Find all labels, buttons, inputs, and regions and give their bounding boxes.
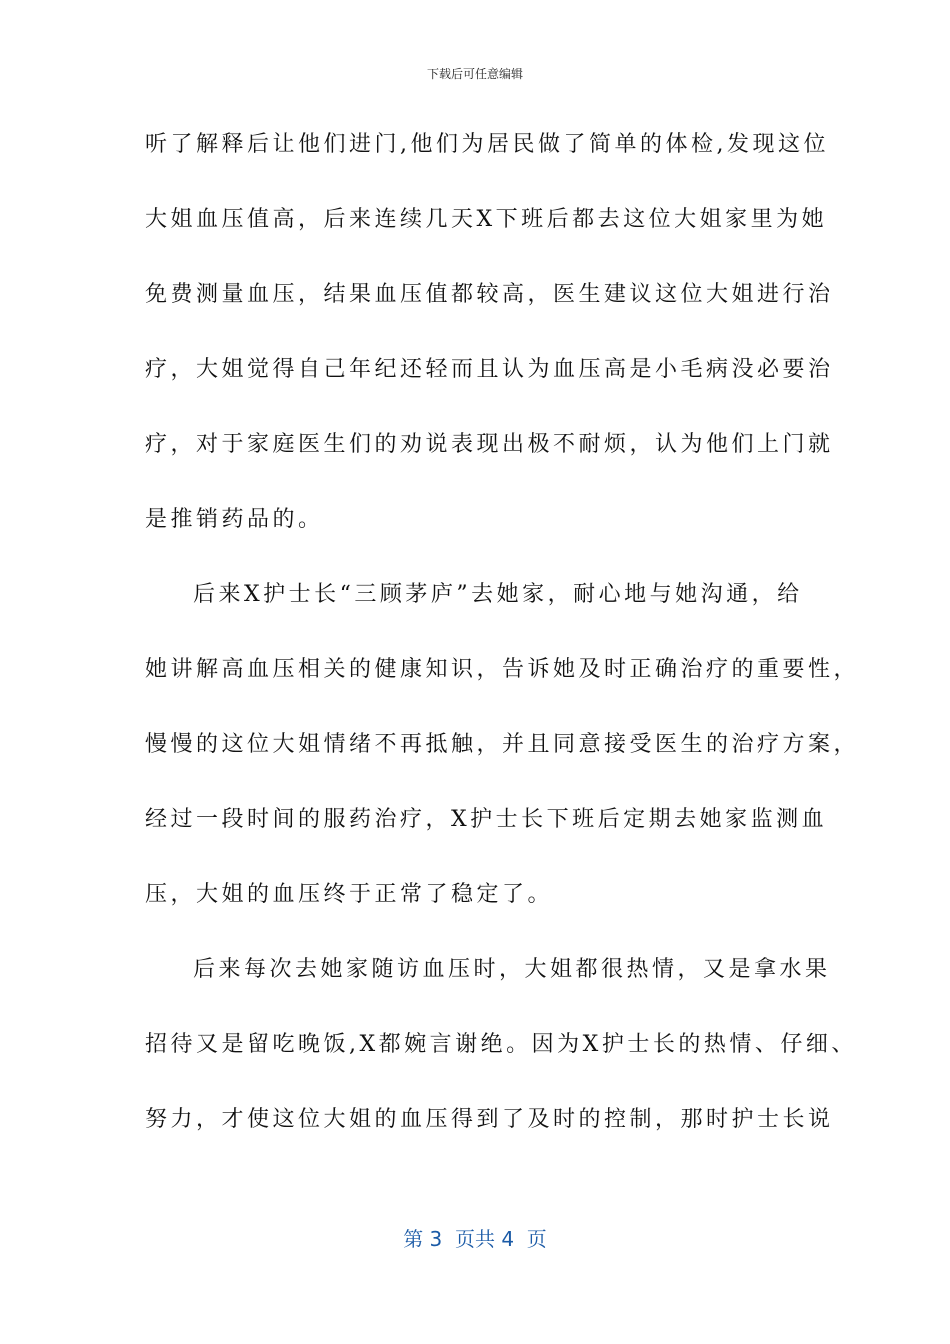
paragraph-first-line: 后来X护士长“三顾茅庐”去她家，耐心地与她沟通，给: [193, 582, 803, 607]
text-line: 是推销药品的。: [145, 507, 324, 532]
text-line: 压，大姐的血压终于正常了稳定了。: [145, 882, 554, 907]
text-line: 她讲解高血压相关的健康知识，告诉她及时正确治疗的重要性，: [145, 657, 860, 682]
text-line: 招待又是留吃晚饭,X都婉言谢绝。因为X护士长的热情、仔细、: [145, 1032, 857, 1057]
text-line: 经过一段时间的服药治疗，X护士长下班后定期去她家监测血: [145, 807, 828, 832]
text-line: 疗，对于家庭医生们的劝说表现出极不耐烦，认为他们上门就: [145, 432, 834, 457]
text-line: 听了解释后让他们进门,他们为居民做了简单的体检,发现这位: [145, 132, 829, 157]
text-line: 大姐血压值高，后来连续几天X下班后都去这位大姐家里为她: [145, 207, 828, 232]
paragraph-first-line: 后来每次去她家随访血压时，大姐都很热情，又是拿水果: [193, 957, 831, 982]
text-line: 疗，大姐觉得自己年纪还轻而且认为血压高是小毛病没必要治: [145, 357, 834, 382]
text-line: 免费测量血压，结果血压值都较高，医生建议这位大姐进行治: [145, 282, 834, 307]
text-line: 努力，才使这位大姐的血压得到了及时的控制，那时护士长说: [145, 1107, 834, 1132]
page-number-footer: 第 3 页共 4 页: [403, 1227, 547, 1251]
page-header: 下载后可任意编辑: [426, 67, 523, 81]
text-line: 慢慢的这位大姐情绪不再抵触，并且同意接受医生的治疗方案，: [145, 732, 860, 757]
